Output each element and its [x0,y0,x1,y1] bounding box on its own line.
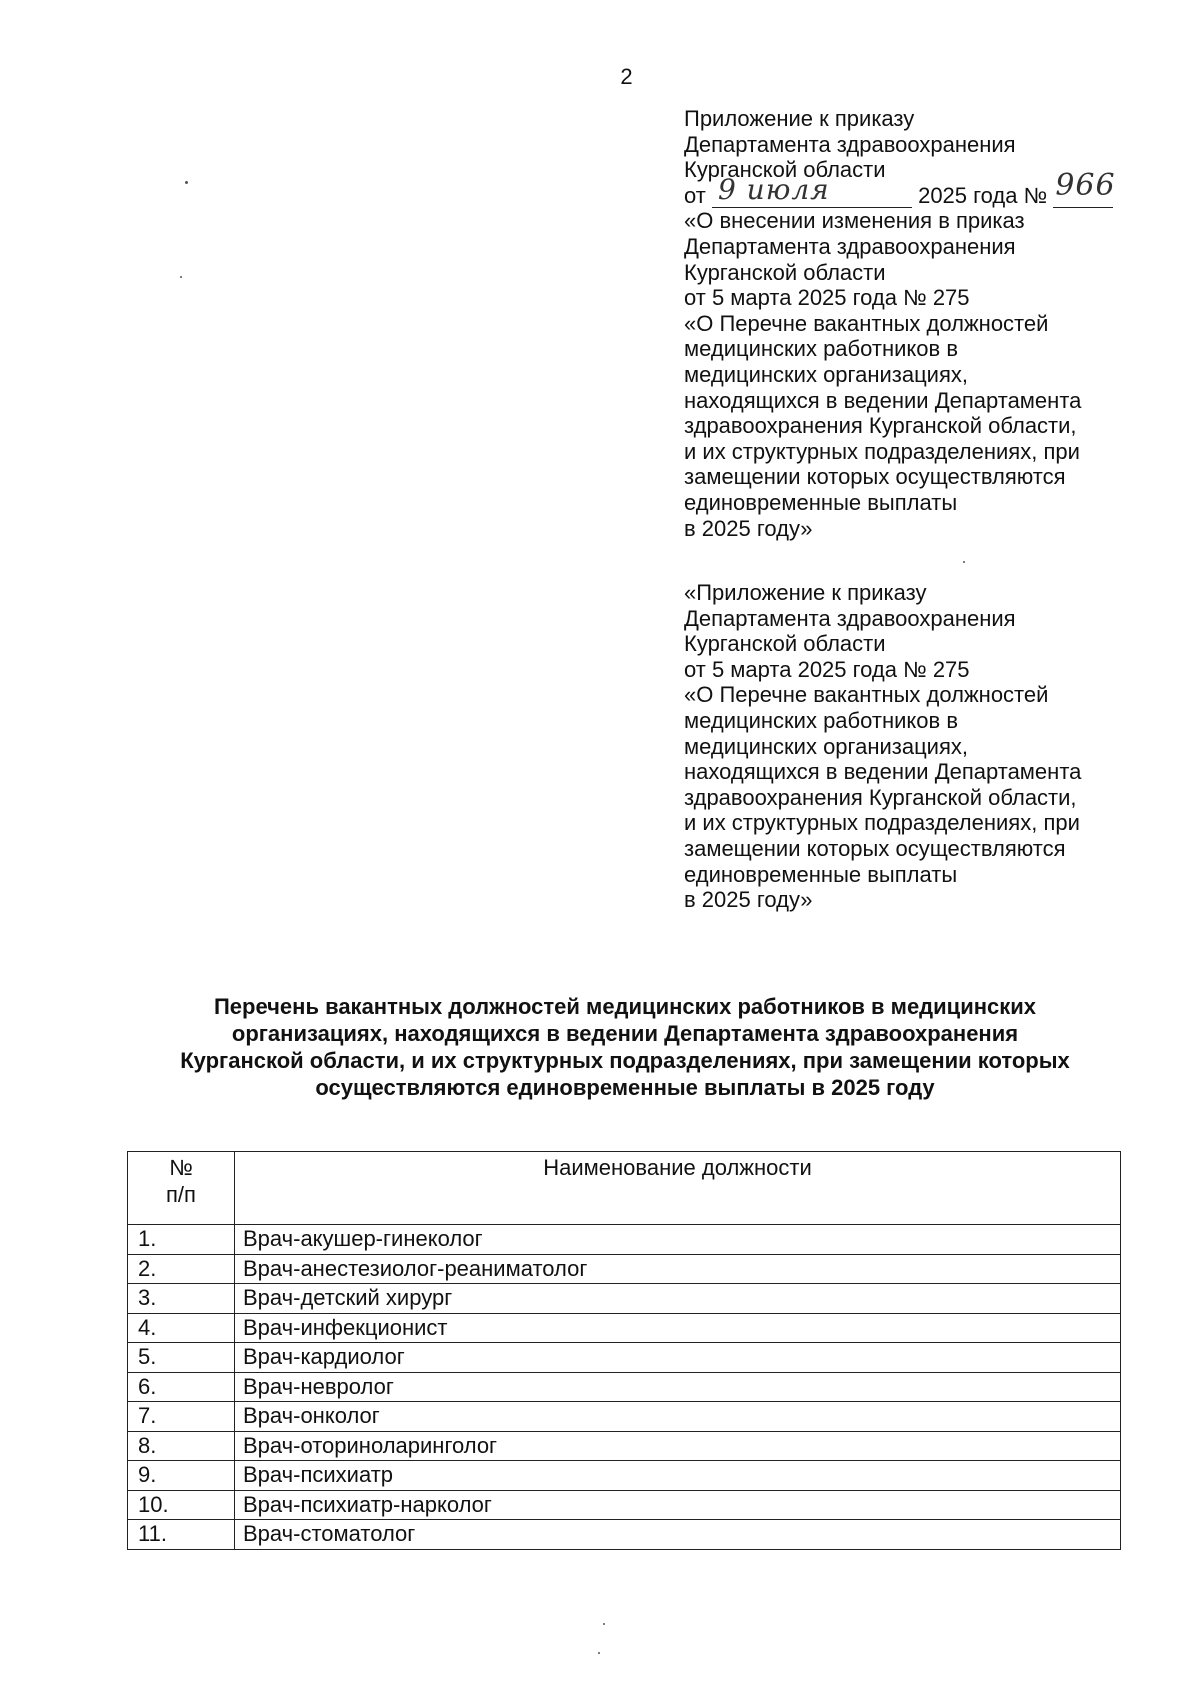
table-row [128,1254,1121,1284]
row-number: 1. [128,1225,235,1255]
row-position: Врач-онколог [235,1402,1121,1432]
title-line: осуществляются единовременные выплаты в 2025 году [315,1075,935,1100]
appendix-line: единовременные выплаты [684,489,958,515]
appendix-line: от 5 марта 2025 года № 275 [684,285,970,311]
appendix-line: Департамента здравоохранения [684,233,1016,259]
date-field [712,173,912,208]
appendix-line: «О внесении изменения в приказ [684,208,1025,234]
appendix-line: находящихся в ведении Департамента [684,387,1082,413]
row-position: Врач-анестезиолог-реаниматолог [235,1254,1121,1284]
appendix-line: Курганской области [684,157,886,183]
header-number-symbol: № [169,1155,193,1180]
row-position: Врач-невролог [235,1372,1121,1402]
row-position: Врач-оториноларинголог [235,1431,1121,1461]
row-position: Врач-акушер-гинеколог [235,1225,1121,1255]
row-number: 9. [128,1461,235,1491]
appendix-line: здравоохранения Курганской области, [684,784,1077,810]
scan-speck [185,181,188,184]
header-number-abbrev: п/п [166,1182,196,1207]
date-prefix: от [684,182,706,208]
appendix-line: единовременные выплаты [684,861,958,887]
header-position-name: Наименование должности [235,1152,1121,1225]
row-number: 4. [128,1313,235,1343]
scan-speck [180,276,182,278]
table-row [128,1402,1121,1432]
appendix-line: медицинских работников в [684,336,959,362]
appendix-line: и их структурных подразделениях, при [684,438,1080,464]
row-number: 7. [128,1402,235,1432]
table-row [128,1284,1121,1314]
order-number-field [1053,168,1116,208]
table-row [128,1461,1121,1491]
appendix-line: замещении которых осуществляются [684,835,1066,861]
appendix-line: медицинских организациях, [684,733,968,759]
appendix-line: Департамента здравоохранения [684,605,1016,631]
appendix-line: Курганской области [684,631,886,657]
scan-speck [603,1623,605,1625]
title-line: организациях, находящихся в ведении Департамента здравоохранения [231,1021,1019,1046]
appendix-line: находящихся в ведении Департамента [684,759,1082,785]
appendix-line: медицинских организациях, [684,361,968,387]
table-header-row [128,1152,1121,1225]
appendix-line: от 5 марта 2025 года № 275 [684,656,970,682]
table-row [128,1520,1121,1550]
row-number: 2. [128,1254,235,1284]
document-title [130,993,1120,1101]
scan-speck [598,1652,600,1654]
appendix-line: в 2025 году» [684,887,813,913]
year-and-number-label: 2025 года № [918,182,1048,208]
row-position: Врач-инфекционист [235,1313,1121,1343]
scan-speck [963,561,965,563]
title-line: Курганской области, и их структурных подразделениях, при замещении которых [180,1048,1070,1073]
appendix-line: «О Перечне вакантных должностей [684,310,1049,336]
row-number: 8. [128,1431,235,1461]
title-line: Перечень вакантных должностей медицинских работников в медицинских [213,994,1037,1019]
appendix-line: «Приложение к приказу [684,580,927,605]
table-row [128,1343,1121,1373]
positions-table [127,1151,1121,1550]
table-row [128,1313,1121,1343]
appendix-line: Департамента здравоохранения [684,131,1016,157]
appendix-header-amendment [684,106,1164,541]
row-position: Врач-психиатр-нарколог [235,1490,1121,1520]
appendix-line: здравоохранения Курганской области, [684,413,1077,439]
row-number: 10. [128,1490,235,1520]
appendix-header-original [684,580,1164,913]
table-row [128,1225,1121,1255]
row-position: Врач-стоматолог [235,1520,1121,1550]
appendix-line: «О Перечне вакантных должностей [684,682,1049,708]
handwritten-date: 9 июля [717,173,830,207]
appendix-line: Приложение к приказу [684,106,915,131]
row-number: 3. [128,1284,235,1314]
row-number: 6. [128,1372,235,1402]
appendix-line: Курганской области [684,259,886,285]
table-row [128,1372,1121,1402]
row-position: Врач-детский хирург [235,1284,1121,1314]
page-number: 2 [620,64,633,89]
row-number: 5. [128,1343,235,1373]
handwritten-order-number: 966 [1055,168,1116,204]
row-position: Врач-психиатр [235,1461,1121,1491]
row-position: Врач-кардиолог [235,1343,1121,1373]
appendix-line: медицинских работников в [684,707,959,733]
table-row [128,1431,1121,1461]
row-number: 11. [128,1520,235,1550]
appendix-line: и их структурных подразделениях, при [684,810,1080,836]
header-number [128,1152,235,1225]
appendix-line: замещении которых осуществляются [684,464,1066,490]
table-row [128,1490,1121,1520]
appendix-line: в 2025 году» [684,515,813,541]
